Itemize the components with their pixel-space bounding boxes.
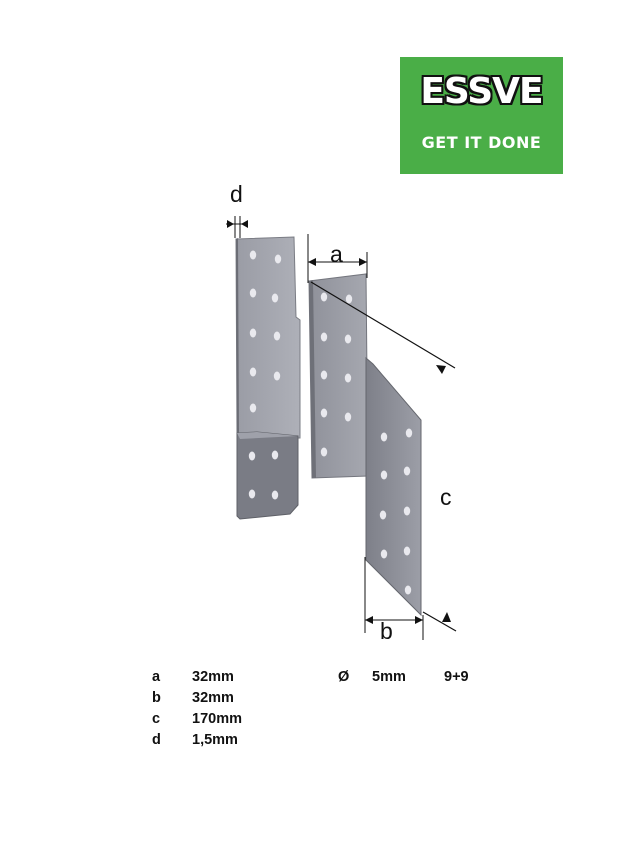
spec-value-d: 1,5mm [192,732,238,748]
logo-brand-text: ESSVE [420,71,543,112]
hole-diameter: 5mm [372,669,406,685]
dimension-label-a: a [330,241,343,267]
logo-tagline: GET IT DONE [421,133,542,152]
spec-key-c: c [152,711,161,727]
spec-value-a: 32mm [192,669,234,685]
dimension-label-c: c [440,484,452,510]
spec-value-c: 170mm [192,711,242,727]
spec-key-d: d [152,732,161,748]
right-plate [366,358,421,615]
dimension-d [226,216,248,238]
spec-table [152,669,512,759]
diameter-symbol: Ø [338,669,350,685]
left-bracket [236,237,300,519]
hole-count: 9+9 [444,669,469,685]
middle-plate [309,274,368,478]
spec-key-b: b [152,690,161,706]
dimension-label-d: d [230,181,243,207]
dimension-label-b: b [380,618,393,644]
spec-value-b: 32mm [192,690,234,706]
spec-key-a: a [152,669,161,685]
